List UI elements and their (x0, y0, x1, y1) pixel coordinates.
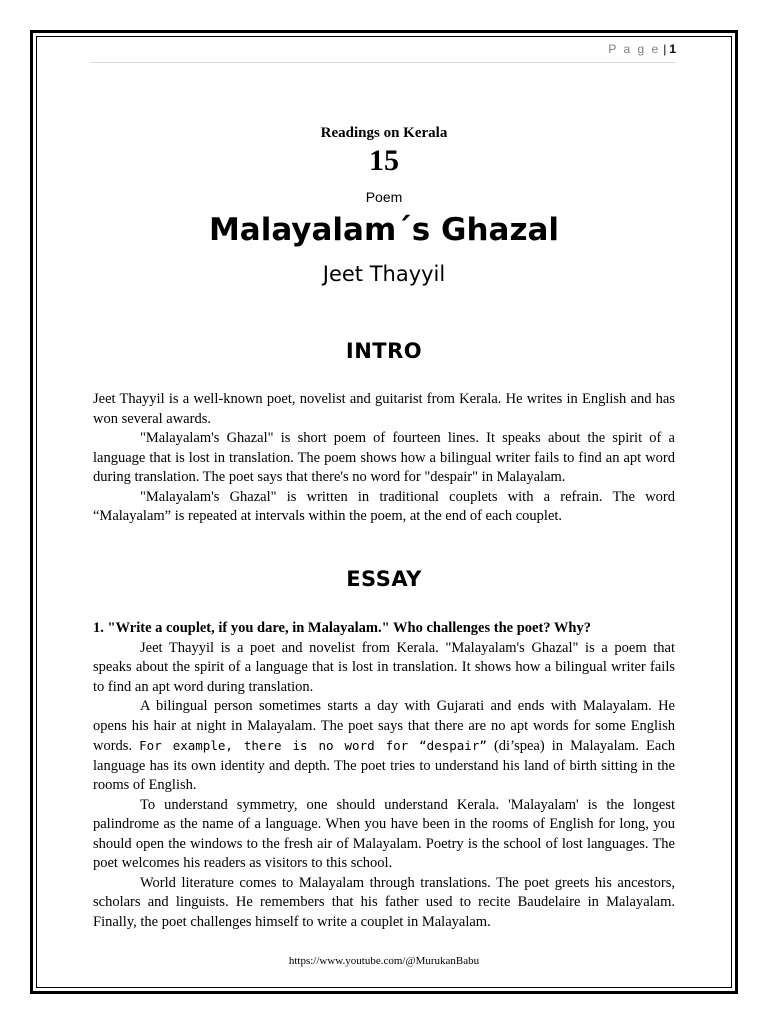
page-separator: | (663, 42, 667, 56)
intro-paragraph: "Malayalam's Ghazal" is written in traditional couplets with a refrain. The word “Malayalam” is repeated at intervals within the poem, at the end of each couplet. (93, 488, 675, 524)
page-word: P a g e (608, 42, 661, 56)
footer-link[interactable]: https://www.youtube.com/@MurukanBabu (288, 955, 480, 967)
chapter-number: 15 (369, 144, 399, 177)
poem-title: Malayalam´s Ghazal (208, 212, 560, 248)
intro-heading: INTRO (345, 339, 423, 363)
essay-text: (di’spea) in Malayalam. Each language has its own identity and depth. The poet tries to understand his land of birth sitting in the rooms of English. (93, 738, 676, 793)
essay-paragraph: Jeet Thayyil is a poet and novelist from Kerala. "Malayalam's Ghazal" is a poem that speaks about the spirit of a language that is lost in translation. It shows how a bilingual writer fails to find an apt word during translation. (93, 639, 675, 695)
intro-paragraph: "Malayalam's Ghazal" is short poem of fourteen lines. It speaks about the spirit of a language that is lost in translation. The poem shows how a bilingual writer fails to find an apt word during translation. The poet says that there's no word for "despair" in Malayalam. (93, 430, 675, 485)
page-header (90, 42, 676, 63)
author-name: Jeet Thayyil (322, 262, 446, 286)
intro-paragraph: Jeet Thayyil is a well-known poet, novelist and guitarist from Kerala. He writes in English and has won several awards. (93, 391, 675, 427)
essay-heading: ESSAY (346, 567, 422, 591)
essay-paragraph: To understand symmetry, one should understand Kerala. 'Malayalam' is the longest palindrome as the name of a language. When you have been in the rooms of English for long, you should open the windows to the fresh air of Malayalam. Poetry is the school of lost languages. The poet welcomes his readers as visitors to this school. (93, 796, 675, 871)
essay-paragraph (93, 697, 675, 796)
essay-paragraph: World literature comes to Malayalam through translations. The poet greets his ancestors, scholars and linguists. He remembers that his father used to recite Baudelaire in Malayalam. Finally, the poet challenges himself to write a couplet in Malayalam. (93, 874, 675, 930)
essay-question: 1. "Write a couplet, if you dare, in Malayalam." Who challenges the poet? Why? (93, 620, 591, 636)
essay-text: A bilingual person sometimes starts a day with Gujarati and ends with Malayalam. He opens his hair at night in Malayalam. The poet says that there are no apt words for some English words. (93, 698, 675, 754)
intro-section (93, 390, 675, 527)
genre-label: Poem (365, 189, 403, 205)
essay-text-example: For example, there is no word for “despair” (139, 738, 487, 753)
page-number: 1 (669, 42, 676, 56)
series-title: Readings on Kerala (320, 125, 448, 141)
essay-section (93, 619, 675, 932)
